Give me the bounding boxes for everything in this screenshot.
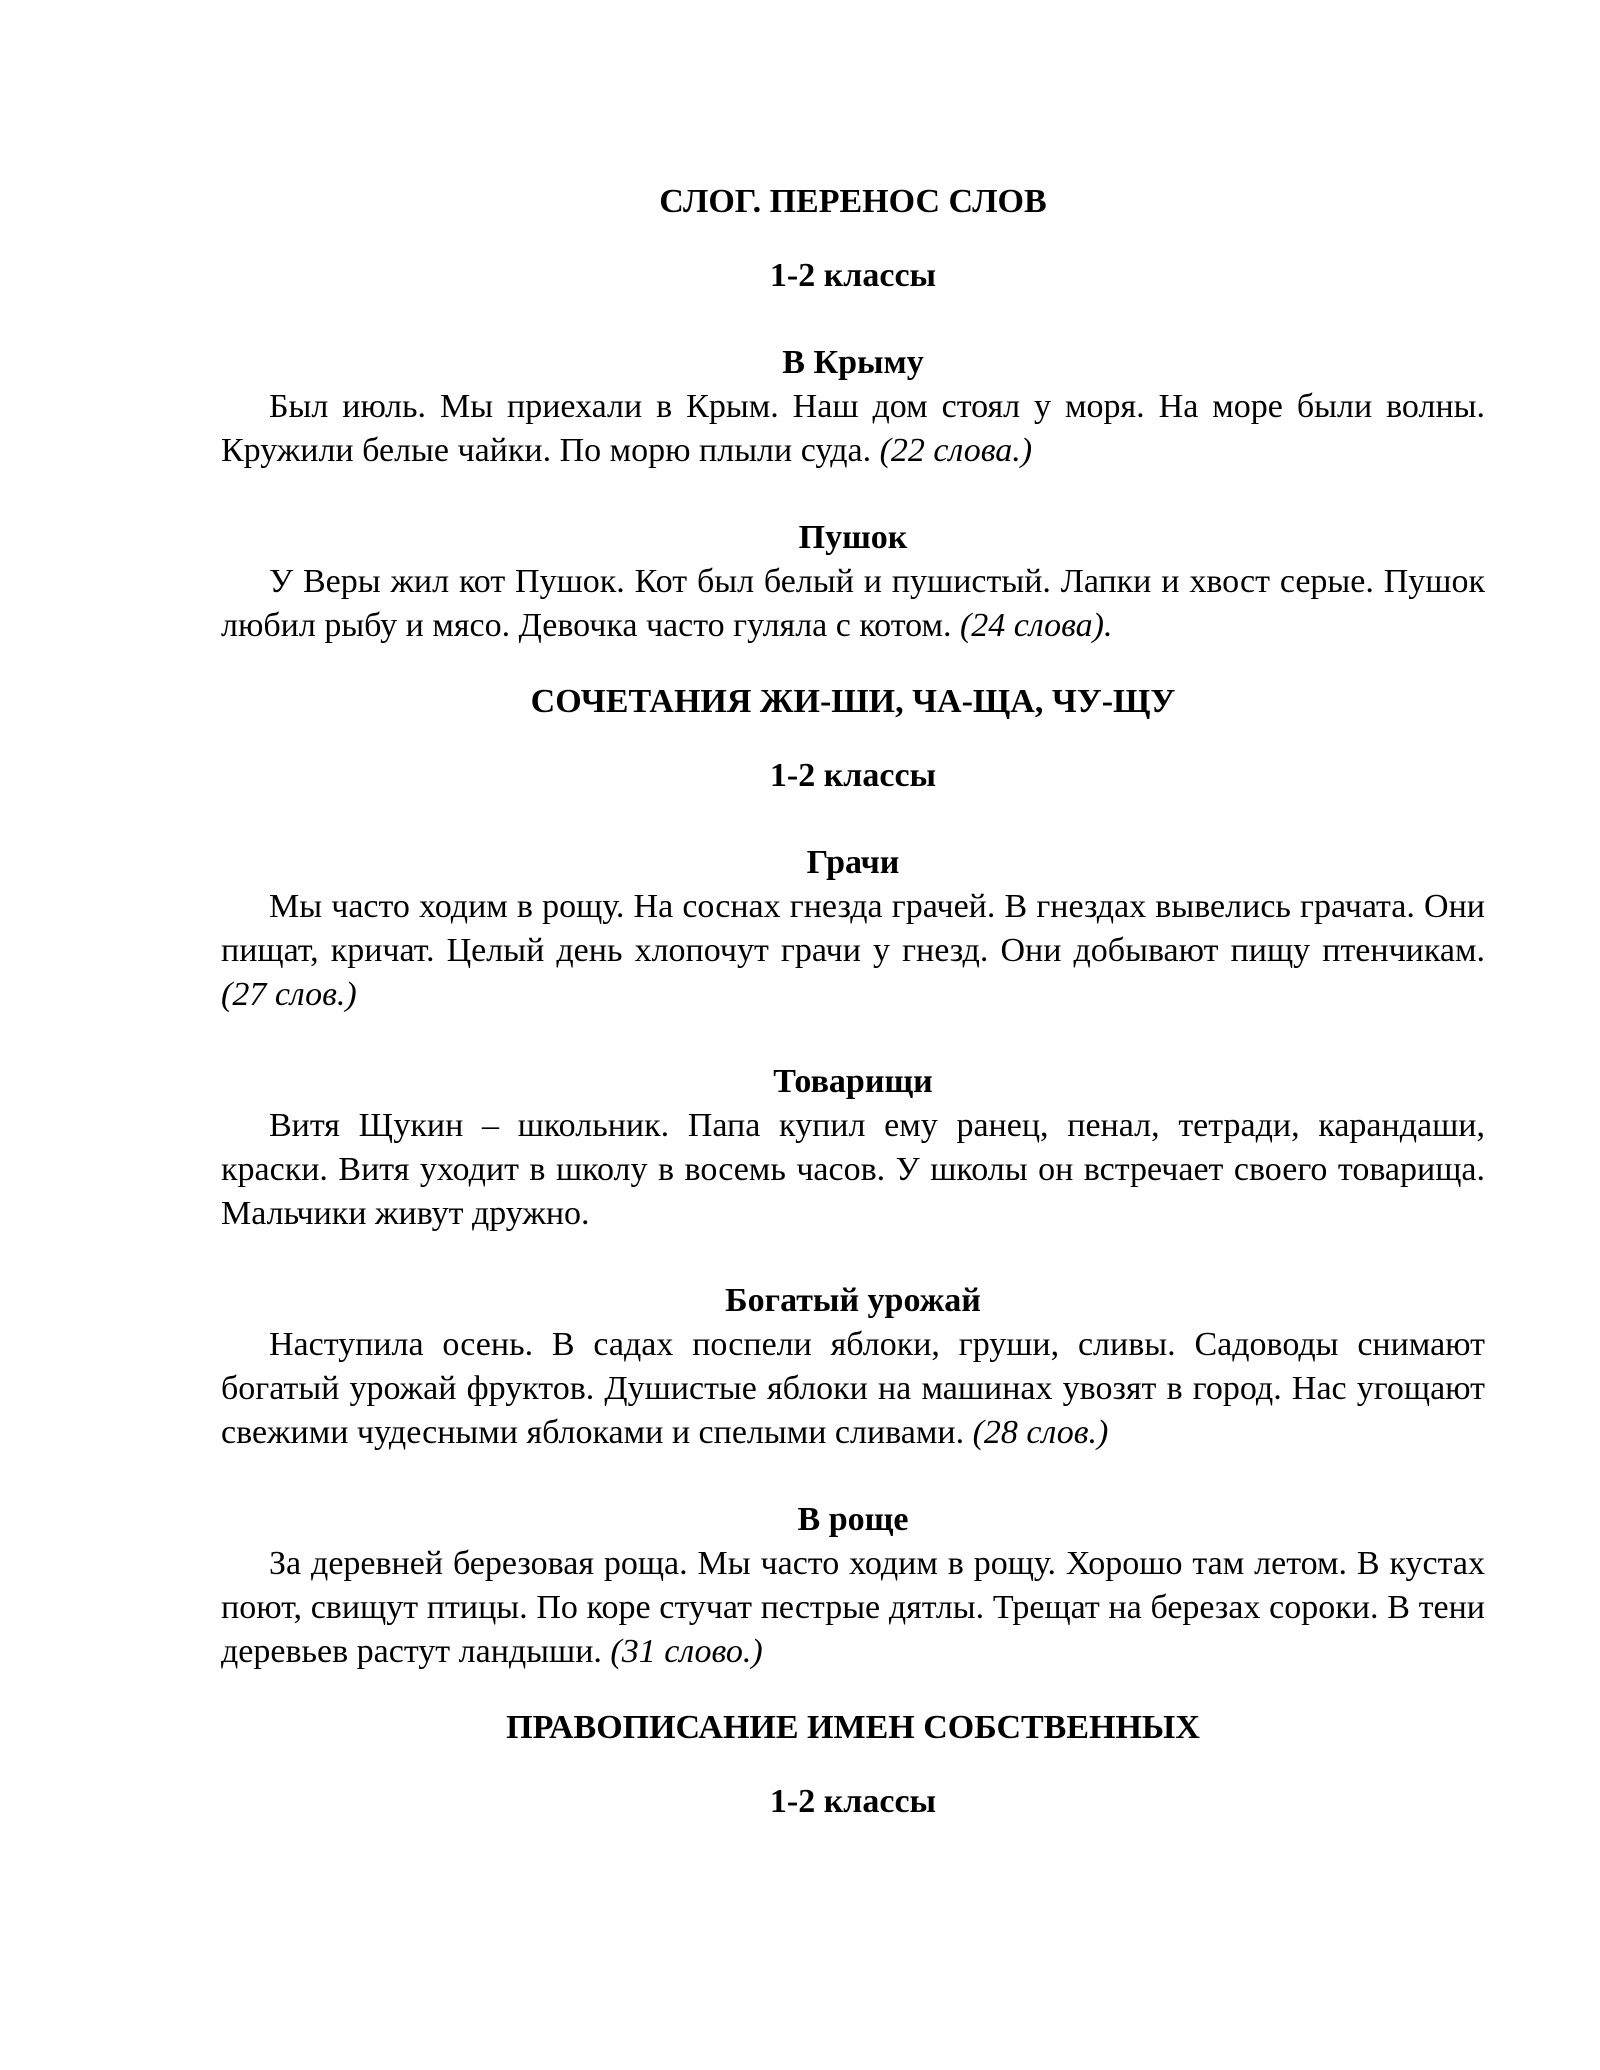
story-title: Грачи [806, 844, 900, 881]
story-body: Был июль. Мы приехали в Крым. Наш дом стоял у моря. На море были волны. Кружили белые чайки. По морю плыли суда. [221, 388, 1485, 469]
story-body: Мы часто ходим в рощу. На соснах гнезда грачей. В гнездах вывелись грачата. Они пищат, кричат. Целый день хлопочут грачи у гнезд. Они добывают пищу птенчикам. [221, 888, 1485, 969]
grade-label: 1-2 классы [769, 1783, 937, 1820]
story-title: Богатый урожай [725, 1282, 981, 1319]
story-bogatyy-urozhay [221, 1279, 1485, 1455]
story-text [221, 1104, 1485, 1236]
story-title: В Крыму [782, 344, 924, 381]
story-tovarishchi [221, 1060, 1485, 1236]
word-count: (22 слова.) [879, 432, 1033, 469]
story-text [221, 1323, 1485, 1455]
document-content [221, 180, 1485, 1824]
story-body: У Веры жил кот Пушок. Кот был белый и пушистый. Лапки и хвост серые. Пушок любил рыбу и мясо. Девочка часто гуляла с котом. [221, 563, 1485, 644]
story-v-roshche [221, 1498, 1485, 1674]
story-text [221, 1542, 1485, 1674]
story-title: Товарищи [773, 1063, 933, 1100]
story-title: В роще [797, 1501, 909, 1538]
word-count: (24 слова). [959, 607, 1113, 644]
story-body: За деревней березовая роща. Мы часто ходим в рощу. Хорошо там летом. В кустах поют, свищут птицы. По коре стучат пестрые дятлы. Трещат на березах сороки. В тени деревьев растут ландыши. [221, 1545, 1485, 1670]
section-title: ПРАВОПИСАНИЕ ИМЕН СОБСТВЕННЫХ [506, 1709, 1200, 1746]
story-pushok [221, 516, 1485, 648]
word-count: (31 слово.) [610, 1633, 763, 1670]
story-text [221, 560, 1485, 648]
section-proper-names [221, 1706, 1485, 1824]
grade-label: 1-2 классы [769, 257, 937, 294]
word-count: (27 слов.) [221, 976, 357, 1013]
story-body: Наступила осень. В садах поспели яблоки, груши, сливы. Садоводы снимают богатый урожай фруктов. Душистые яблоки на машинах увозят в город. Нас угощают свежими чудесными яблоками и спелыми сливами. [221, 1326, 1485, 1451]
story-title: Пушок [798, 519, 908, 556]
story-text [221, 385, 1485, 473]
grade-label: 1-2 классы [769, 757, 937, 794]
section-title: СОЧЕТАНИЯ ЖИ-ШИ, ЧА-ЩА, ЧУ-ЩУ [530, 683, 1176, 720]
section-syllable [221, 180, 1485, 648]
story-v-krymu [221, 341, 1485, 473]
word-count: (28 слов.) [972, 1414, 1109, 1451]
section-title: СЛОГ. ПЕРЕНОС СЛОВ [659, 183, 1047, 220]
story-body: Витя Щукин – школьник. Папа купил ему ранец, пенал, тетради, карандаши, краски. Витя уходит в школу в восемь часов. У школы он встречает своего товарища. Мальчики живут дружно. [221, 1107, 1485, 1232]
story-text [221, 885, 1485, 1017]
story-grachi [221, 841, 1485, 1017]
section-combinations [221, 680, 1485, 1674]
